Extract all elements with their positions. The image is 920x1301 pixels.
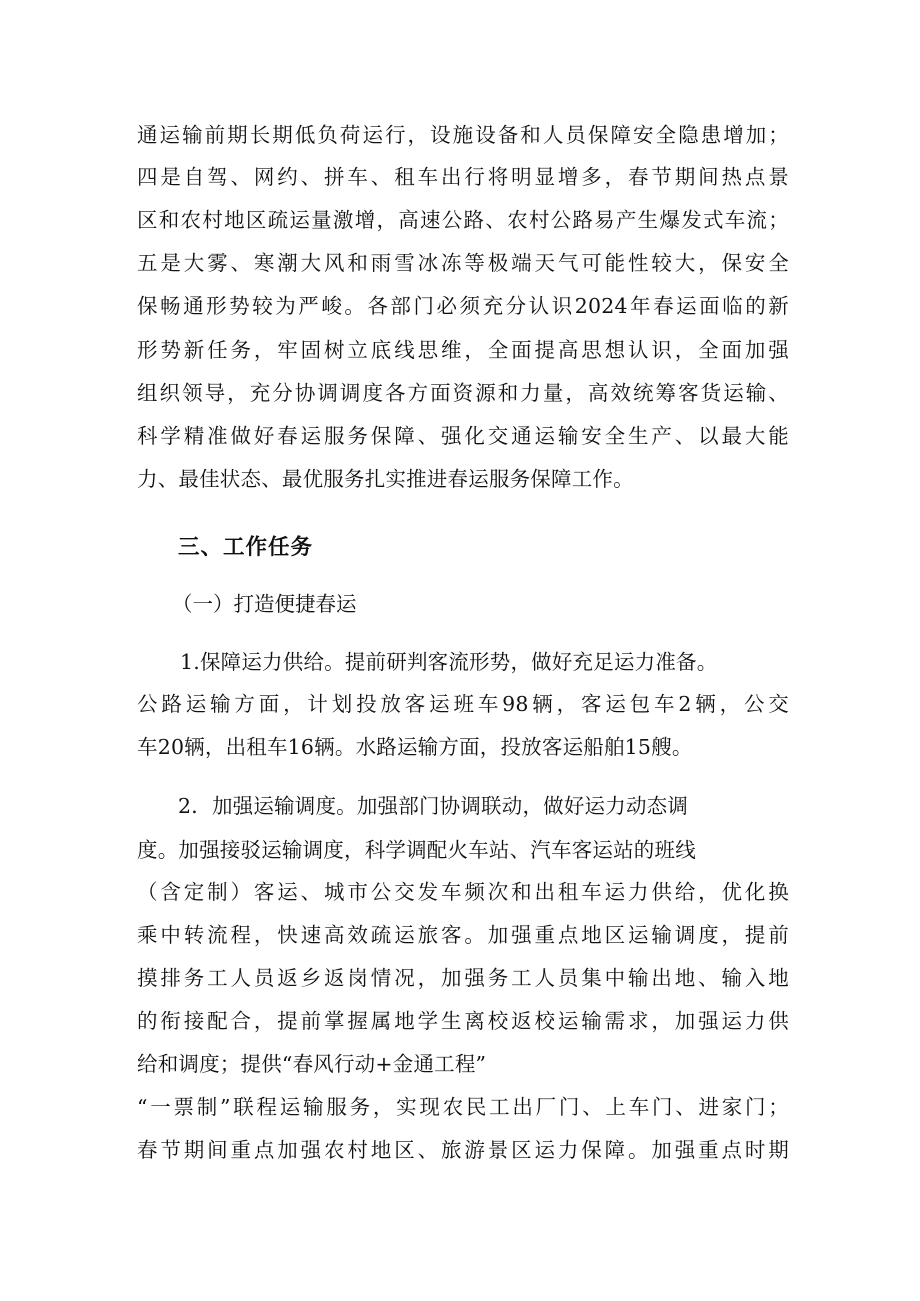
item-2-line: 给和调度；提供“春风行动+金通工程” [137,1052,487,1076]
paragraph-line: 科学精准做好春运服务保障、强化交通运输安全生产、以最大能 [137,424,789,448]
paragraph-line: 五是大雾、寒潮大风和雨雪冰冻等极端天气可能性较大，保安全 [137,251,789,275]
paragraph-line: 区和农村地区疏运量激增，高速公路、农村公路易产生爆发式车流； [137,208,789,232]
item-2-line: 度。加强接驳运输调度，科学调配火车站、汽车客运站的班线 [137,838,696,862]
item-2-line: “一票制”联程运输服务，实现农民工出厂门、上车门、进家门； [137,1095,789,1119]
item-2-line: （含定制）客运、城市公交发车频次和出租车运力供给，优化换 [137,880,789,904]
paragraph-line: 形势新任务，牢固树立底线思维，全面提高思想认识，全面加强 [137,338,789,362]
paragraph-line: 四是自驾、网约、拼车、租车出行将明显增多，春节期间热点景 [137,165,789,189]
item-2-line: 摸排务工人员返乡返岗情况，加强务工人员集中输出地、输入地 [137,966,789,990]
paragraph-line: 组织领导，充分协调调度各方面资源和力量，高效统筹客货运输、 [137,381,789,405]
paragraph-line: 力、最佳状态、最优服务扎实推进春运服务保障工作。 [137,467,634,491]
section-heading: 三、工作任务 [178,535,314,560]
item-2-line: 春节期间重点加强农村地区、旅游景区运力保障。加强重点时期 [137,1138,789,1162]
item-2-line: 的衔接配合，提前掌握属地学生离校返校运输需求，加强运力供 [137,1009,789,1033]
item-2-line: 乘中转流程，快速高效疏运旅客。加强重点地区运输调度，提前 [137,923,789,947]
item-1-line: 车20辆，出租车16辆。水路运输方面，投放客运船舶15艘。 [137,735,693,759]
item-1-line: 1.保障运力供给。提前研判客流形势，做好充足运力准备。 [180,650,718,674]
item-1-line: 公路运输方面，计划投放客运班车98辆，客运包车2辆，公交 [137,692,789,716]
paragraph-line: 保畅通形势较为严峻。各部门必须充分认识2024年春运面临的新 [137,294,789,318]
paragraph-line: 通运输前期长期低负荷运行，设施设备和人员保障安全隐患增加； [137,123,789,147]
subsection-heading: （一）打造便捷春运 [172,592,357,616]
item-2-line: 2．加强运输调度。加强部门协调联动，做好运力动态调 [178,794,689,818]
